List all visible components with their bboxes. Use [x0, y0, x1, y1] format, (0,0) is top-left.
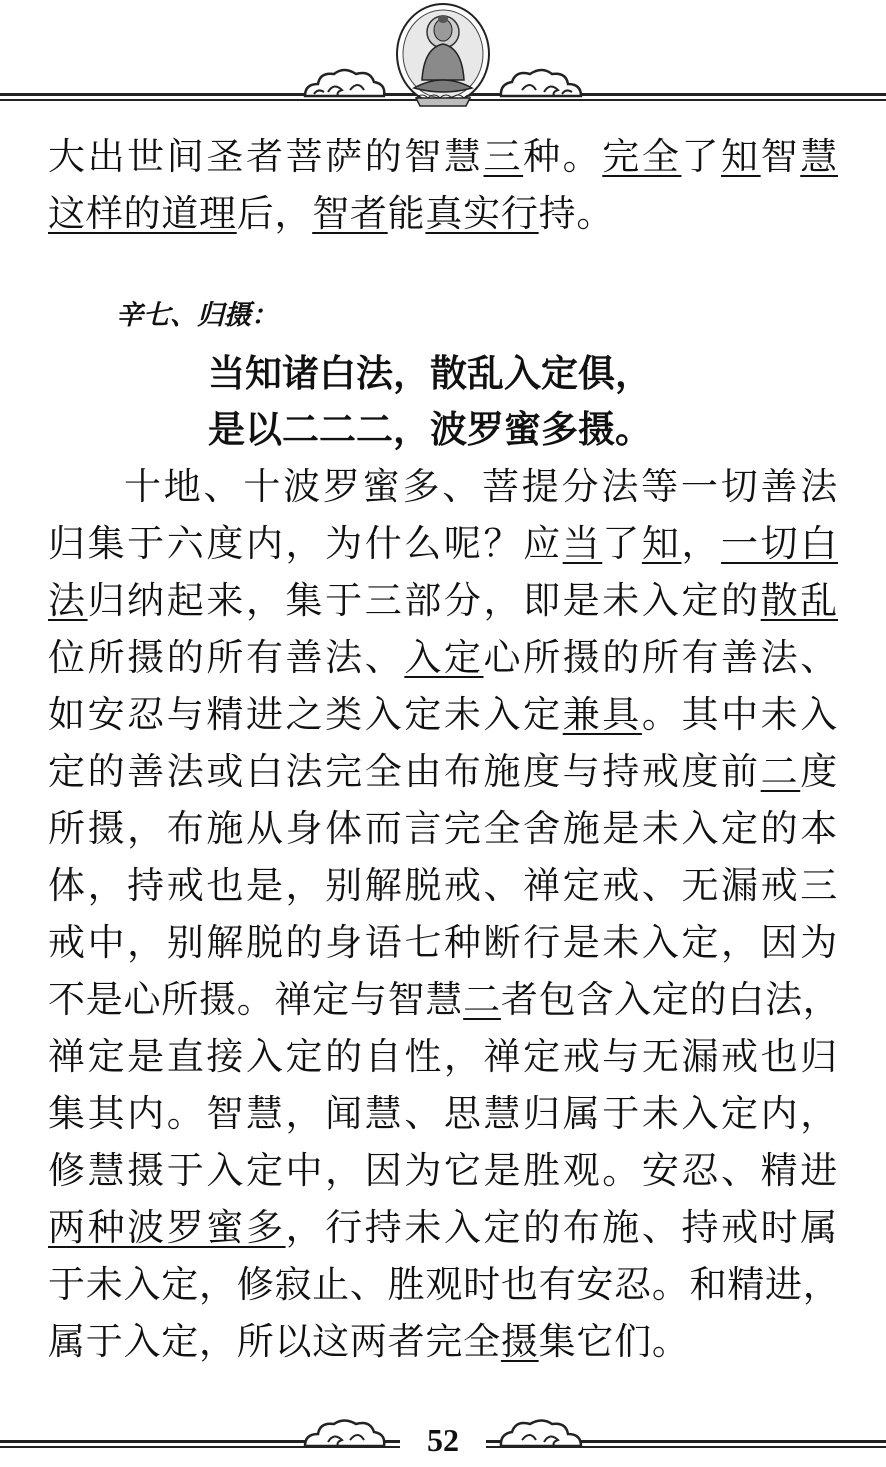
body-line: 大出世间圣者菩萨的智慧三种。完全了知智慧: [48, 135, 838, 178]
body-line: 戒中，别解脱的身语七种断行是未入定，因为: [48, 921, 838, 964]
body-line: 归集于六度内，为什么呢？应当了知，一切白: [48, 522, 838, 565]
body-line: 所摄，布施从身体而言完全舍施是未入定的本: [48, 807, 838, 850]
verse-line: 当知诸白法，散乱入定俱，: [208, 352, 652, 395]
body-line: 体，持戒也是，别解脱戒、禅定戒、无漏戒三: [48, 864, 838, 907]
body-line: 不是心所摄。禅定与智慧二者包含入定的白法，: [48, 978, 841, 1021]
body-line: 十地、十波罗蜜多、菩提分法等一切善法: [124, 465, 838, 508]
body-line: 位所摄的所有善法、入定心所摄的所有善法、: [48, 636, 838, 679]
cloud-scroll-icon: [496, 66, 586, 106]
verse-line: 是以二二二，波罗蜜多摄。: [208, 408, 652, 451]
body-line: 如安忍与精进之类入定未入定兼具。其中未入: [48, 693, 838, 736]
buddha-medallion-icon: [392, 2, 494, 110]
body-line: 定的善法或白法完全由布施度与持戒度前二度: [48, 750, 838, 793]
body-line: 属于入定，所以这两者完全摄集它们。: [48, 1320, 690, 1363]
body-line: 这样的道理后，智者能真实行持。: [48, 192, 615, 235]
section-heading: 辛七、归摄：: [116, 300, 278, 331]
page-number: 52: [427, 1422, 459, 1458]
page-header: [0, 0, 886, 115]
body-line: 法归纳起来，集于三部分，即是未入定的散乱: [48, 579, 838, 622]
body-line: 修慧摄于入定中，因为它是胜观。安忍、精进: [48, 1149, 838, 1192]
page-footer: [0, 1410, 886, 1467]
cloud-scroll-icon: [300, 66, 390, 106]
body-line: 集其内。智慧，闻慧、思慧归属于未入定内，: [48, 1092, 838, 1135]
body-line: 两种波罗蜜多，行持未入定的布施、持戒时属: [48, 1206, 838, 1249]
page-content: [48, 128, 841, 1370]
body-line: 禅定是直接入定的自性，禅定戒与无漏戒也归: [48, 1035, 838, 1078]
body-line: 于未入定，修寂止、胜观时也有安忍。和精进，: [48, 1263, 841, 1306]
